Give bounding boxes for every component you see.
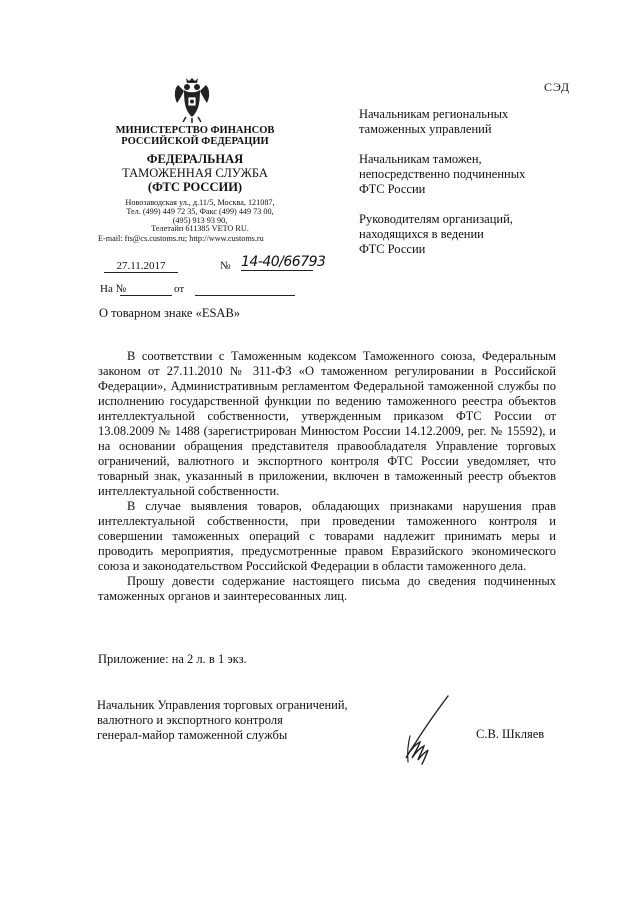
- service-name: ФЕДЕРАЛЬНАЯ ТАМОЖЕННАЯ СЛУЖБА (ФТС РОССИИ): [122, 152, 268, 194]
- reply-no-label: На №: [100, 283, 127, 295]
- body-paragraph: В соответствии с Таможенным кодексом Таможенного союза, Федеральным законом от 27.11.2010 № 311-ФЗ «О таможенном регулировании в Российской Федерации», Административным регламентом Федеральной таможенной службы по исполнению государственной функции по ведению таможенного реестра объектов интеллектуальной собственности, утвержденным приказом ФТС России от 13.08.2009 № 1488 (зарегистрирован Минюстом России 14.12.2009, рег. № 15592), и на основании обращения представителя правообладателя Управление торговых ограничений, валютного и экспортного контроля ФТС России уведомляет, что товарный знак, указанный в приложении, включен в таможенный реестр объектов интеллектуальной собственности.: [98, 349, 556, 498]
- registration-date: 27.11.2017: [104, 260, 178, 273]
- reply-no-blank: [120, 295, 172, 296]
- double-headed-eagle-emblem-icon: [172, 75, 212, 123]
- service-address: Новозаводская ул., д.11/5, Москва, 121087, Тел. (499) 449 72 35, Факс (499) 449 73 00, (495) 913 93 90, Телетайп 611385 VETO RU.: [125, 198, 275, 234]
- addressee-organizations: Руководителям организаций, находящихся в ведении ФТС России: [359, 212, 513, 256]
- registration-number: 14-40/66793: [241, 254, 326, 270]
- registration-no-label: №: [220, 260, 231, 272]
- registration-line: [100, 254, 326, 276]
- addressee-regional-directorates: Начальникам региональных таможенных управлений: [359, 107, 509, 136]
- attachment-note: Приложение: на 2 л. в 1 экз.: [98, 652, 247, 666]
- sed-mark: СЭД: [544, 80, 571, 94]
- body-paragraph: В случае выявления товаров, обладающих признаками нарушения прав интеллектуальной собственности, при проведении таможенного контроля и совершении таможенных операций с товарами надлежит принимать меры и проводить мероприятия, предусмотренные правом Евразийского экономического союза и законодательством Российской Федерации в области таможенного дела.: [98, 499, 556, 573]
- addressees-block: [359, 107, 559, 272]
- signatory-name: С.В. Шкляев: [476, 727, 545, 741]
- ministry-name: МИНИСТЕРСТВО ФИНАНСОВ РОССИЙСКОЙ ФЕДЕРАЦИИ: [115, 125, 275, 147]
- letter-body: [98, 349, 556, 604]
- service-email: E-mail: fts@cs.customs.ru; http://www.customs.ru: [98, 234, 264, 243]
- reply-reference-line: [100, 283, 315, 299]
- reply-date-blank: [195, 295, 295, 296]
- body-paragraph: Прошу довести содержание настоящего письма до сведения подчиненных таможенных органов и заинтересованных лиц.: [98, 574, 556, 603]
- reply-from-label: от: [174, 283, 185, 295]
- signatory-position: Начальник Управления торговых ограничений, валютного и экспортного контроля генерал-майор таможенной службы: [97, 698, 348, 742]
- letter-subject: О товарном знаке «ESAB»: [99, 306, 241, 320]
- handwritten-signature-icon: [386, 692, 466, 772]
- addressee-customs-houses: Начальникам таможен, непосредственно подчиненных ФТС России: [359, 152, 526, 196]
